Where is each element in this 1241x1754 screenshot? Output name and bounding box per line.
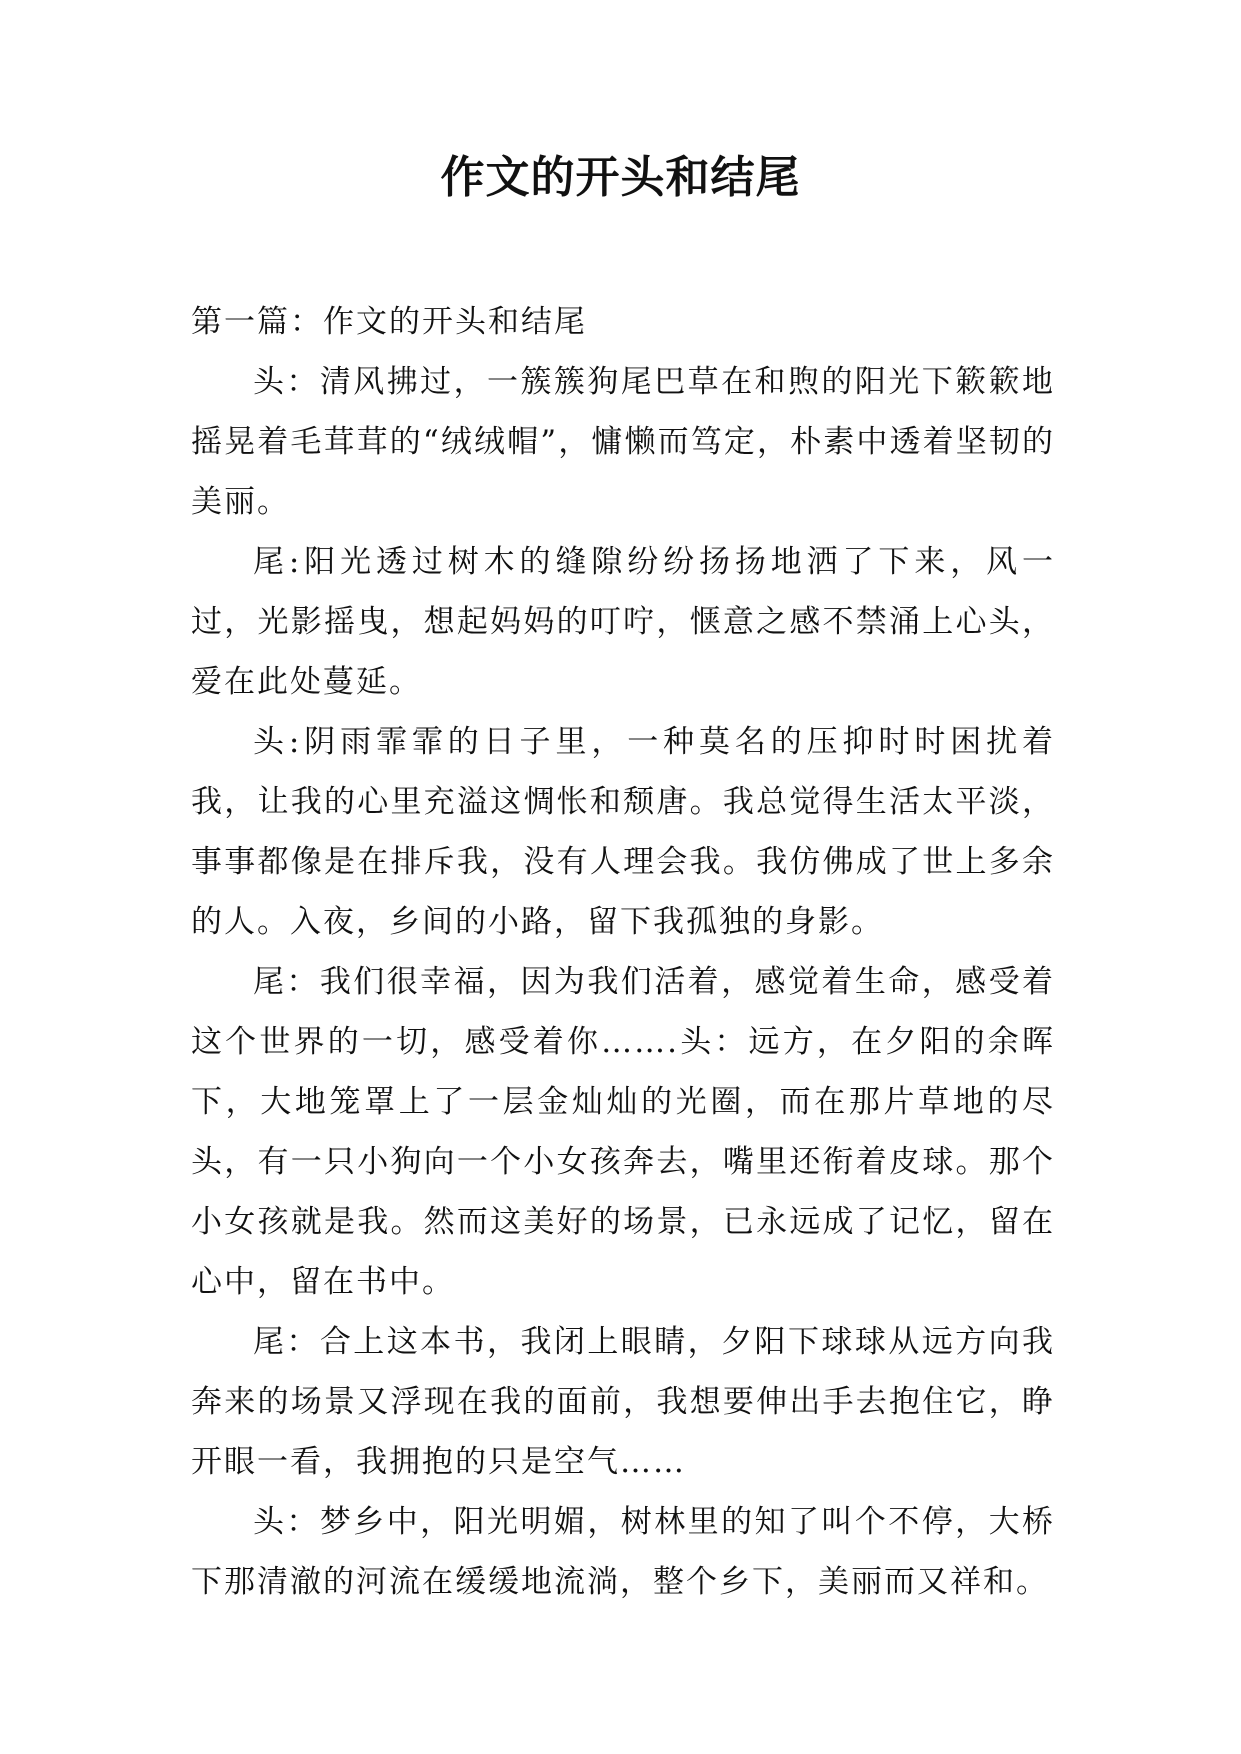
paragraph-5: 尾：合上这本书，我闭上眼睛，夕阳下球球从远方向我奔来的场景又浮现在我的面前，我想要伸出手去抱住它，睁开眼一看，我拥抱的只是空气…… bbox=[191, 1324, 1055, 1480]
paragraph-4: 尾：我们很幸福，因为我们活着，感觉着生命，感受着这个世界的一切，感受着你…….头：远方，在夕阳的余晖下，大地笼罩上了一层金灿灿的光圈，而在那片草地的尽头，有一只小狗向一个小女孩奔去，嘴里还衔着皮球。那个小女孩就是我。然而这美好的场景，已永远成了记忆，留在心中，留在书中。 bbox=[191, 964, 1055, 1300]
section-heading: 第一篇：作文的开头和结尾 bbox=[191, 304, 587, 340]
paragraph-3: 头:阴雨霏霏的日子里，一种莫名的压抑时时困扰着我，让我的心里充溢这惆怅和颓唐。我总觉得生活太平淡，事事都像是在排斥我，没有人理会我。我仿佛成了世上多余的人。入夜，乡间的小路，留下我孤独的身影。 bbox=[191, 724, 1055, 940]
document-title: 作文的开头和结尾 bbox=[440, 152, 801, 203]
document-body bbox=[191, 292, 1055, 1612]
paragraph-2: 尾:阳光透过树木的缝隙纷纷扬扬地洒了下来，风一过，光影摇曳，想起妈妈的叮咛，惬意之感不禁涌上心头，爱在此处蔓延。 bbox=[191, 544, 1055, 700]
paragraph-6: 头：梦乡中，阳光明媚，树林里的知了叫个不停，大桥下那清澈的河流在缓缓地流淌，整个乡下，美丽而又祥和。 bbox=[191, 1504, 1055, 1600]
paragraph-1: 头：清风拂过，一簇簇狗尾巴草在和煦的阳光下簌簌地摇晃着毛茸茸的“绒绒帽”，慵懒而笃定，朴素中透着坚韧的美丽。 bbox=[191, 364, 1055, 520]
